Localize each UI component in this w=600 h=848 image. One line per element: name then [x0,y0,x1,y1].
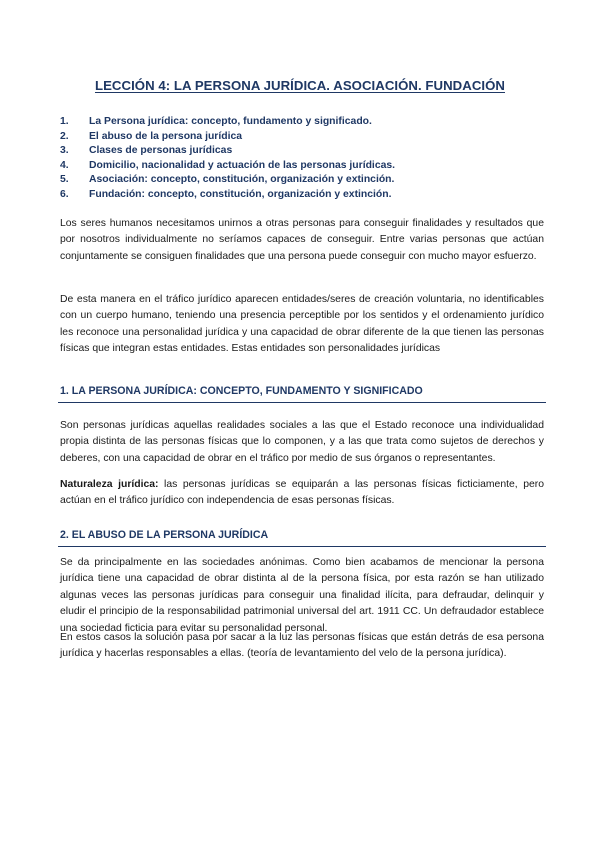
section-2-paragraph-2: En estos casos la solución pasa por sacar a la luz las personas físicas que están detrás de esa persona jurídica y hacerlas responsables a ellas. (teoría de levantamiento del velo de la persona jurídica). [60,632,544,660]
toc-label: Domicilio, nacionalidad y actuación de las personas jurídicas. [89,159,396,171]
toc-item [60,188,540,203]
toc-number: 6. [60,188,69,200]
nature-label: Naturaleza jurídica: [60,479,159,490]
section-2-heading: 2. EL ABUSO DE LA PERSONA JURÍDICA [58,527,546,547]
toc-item [60,159,540,174]
toc-item [60,173,540,188]
toc-label: Fundación: concepto, constitución, organización y extinción. [89,188,392,200]
toc-number: 3. [60,145,69,157]
section-1-heading: 1. LA PERSONA JURÍDICA: CONCEPTO, FUNDAMENTO Y SIGNIFICADO [58,383,546,403]
toc-item [60,144,540,159]
toc-number: 5. [60,174,69,186]
table-of-contents [60,115,540,203]
toc-label: La Persona jurídica: concepto, fundamento y significado. [89,116,372,127]
intro-paragraph-2: De esta manera en el tráfico jurídico aparecen entidades/seres de creación voluntaria, no identificables con un cuerpo humano, teniendo una presencia perceptible por los sentidos y el ordenamiento jurídico les reconoce una personalidad jurídica y una capacidad de obrar diferente de la que tienen las personas físicas que integran estas entidades. Estas entidades son personalidades jurídicas [60,294,544,355]
toc-label: Asociación: concepto, constitución, organización y extinción. [89,174,395,186]
nature-text: las personas jurídicas se equiparán a las personas físicas ficticiamente, pero actúan en el tráfico jurídico con independencia de esas personas físicas. [60,479,544,507]
section-1-paragraph-2 [60,477,544,510]
toc-number: 2. [60,130,69,142]
intro-paragraph-1: Los seres humanos necesitamos unirnos a otras personas para conseguir finalidades y resultados que por nosotros individualmente no seríamos capaces de conseguir. Entre varias personas que actúan conjuntamente se consiguen finalidades que una persona puede conseguir con mucho mayor esfuerzo. [60,218,544,262]
toc-number: 1. [60,116,69,127]
section-1-paragraph-1: Son personas jurídicas aquellas realidades sociales a las que el Estado reconoce una individualidad propia distinta de las personas físicas que lo componen, y a las que trata como sujetos de derechos y deberes, con una capacidad de obrar en el tráfico por medio de sus órganos o representantes. [60,420,544,464]
lesson-title: LECCIÓN 4: LA PERSONA JURÍDICA. ASOCIACIÓN. FUNDACIÓN [94,78,505,93]
toc-number: 4. [60,159,69,171]
section-2-paragraph-1: Se da principalmente en las sociedades anónimas. Como bien acabamos de mencionar la persona jurídica tiene una capacidad de obrar distinta al de la persona física, por esta razón se han utilizado algunas veces las personas jurídicas para conseguir una finalidad ilícita, para defraudar, delinquir y eludir el principio de la responsabilidad patrimonial universal del art. 1911 CC. Un defraudador establece una sociedad ficticia para evitar su personalidad personal. [60,557,544,634]
toc-item [60,130,540,145]
toc-item [60,115,540,130]
toc-label: Clases de personas jurídicas [89,145,233,157]
toc-label: El abuso de la persona jurídica [89,130,243,142]
